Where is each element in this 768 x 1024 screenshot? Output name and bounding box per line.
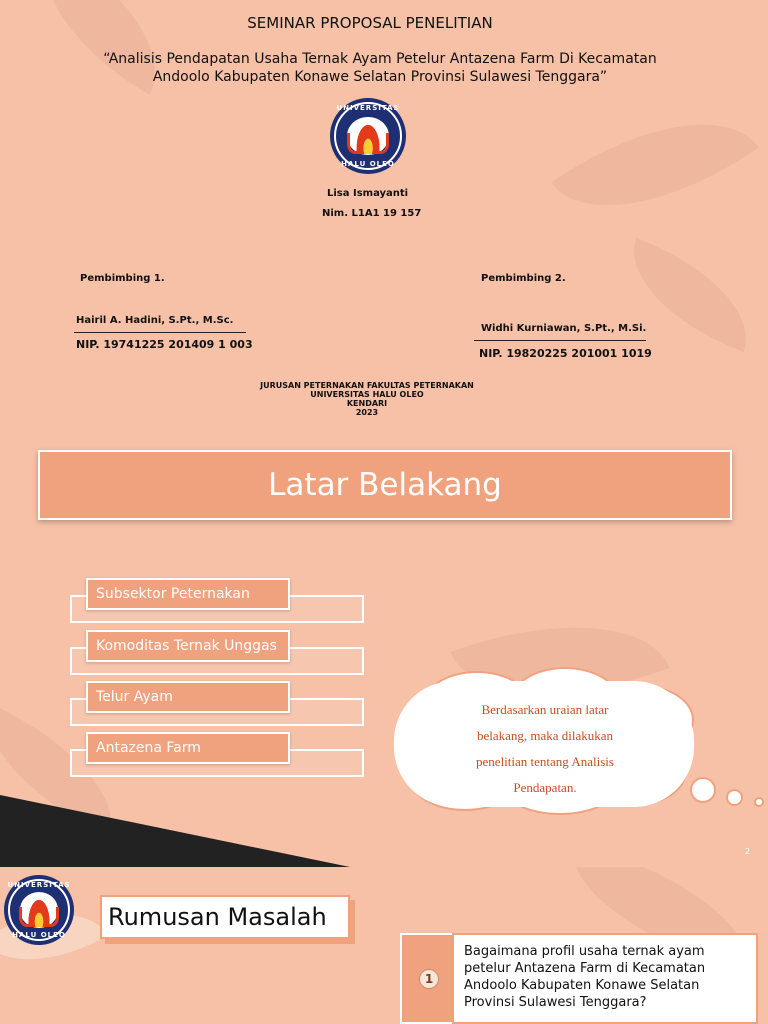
thought-bubble xyxy=(754,797,764,807)
advisor2-nip: NIP. 19820225 201001 1019 xyxy=(479,347,652,360)
list-item xyxy=(86,681,290,713)
footer-line: JURUSAN PETERNAKAN FAKULTAS PETERNAKAN xyxy=(260,381,474,390)
slide-title-box xyxy=(100,895,350,939)
seminar-title: SEMINAR PROPOSAL PENELITIAN xyxy=(247,14,493,32)
university-logo xyxy=(4,875,74,945)
cloud-text-line: Pendapatan. xyxy=(513,780,577,795)
thesis-title xyxy=(90,50,670,86)
page-number: 2 xyxy=(745,847,751,856)
list-item-label: Antazena Farm xyxy=(96,740,201,756)
thesis-title-line: “Analisis Pendapatan Usaha Ternak Ayam Petelur Antazena Farm Di Kecamatan xyxy=(103,51,657,67)
logo-bottom-text: HALU OLEO xyxy=(12,931,66,940)
advisor1-label: Pembimbing 1. xyxy=(80,273,165,284)
footer-line: KENDARI xyxy=(346,399,388,408)
advisor2-signature-line xyxy=(474,340,646,341)
logo-top-text: UNIVERSITAS xyxy=(336,104,400,113)
cloud-text xyxy=(440,697,650,801)
footer-line: 2023 xyxy=(355,408,379,417)
question-text: Bagaimana profil usaha ternak ayam petelur Antazena Farm di Kecamatan Andoolo Kabupaten Konawe Selatan Provinsi Sulawesi Tenggara? xyxy=(464,944,706,1010)
list-item-label: Subsektor Peternakan xyxy=(96,586,250,602)
advisor2-label: Pembimbing 2. xyxy=(481,273,566,284)
title-slide xyxy=(0,0,768,435)
university-logo xyxy=(330,98,406,174)
student-nim: Nim. L1A1 19 157 xyxy=(322,208,422,219)
thesis-title-line: Andoolo Kabupaten Konawe Selatan Provinsi Sulawesi Tenggara” xyxy=(152,69,608,85)
wing-icon xyxy=(19,907,34,927)
list-item xyxy=(86,578,290,610)
logo-top-text: UNIVERSITAS xyxy=(7,880,71,889)
thought-bubble xyxy=(690,777,716,803)
list-item xyxy=(86,630,290,662)
background-slide xyxy=(0,435,768,867)
slide-title: Rumusan Masalah xyxy=(108,903,327,931)
leaf-shadow xyxy=(612,238,767,352)
list-item-label: Komoditas Ternak Unggas xyxy=(96,638,277,654)
thought-bubble xyxy=(726,789,743,806)
advisor2-name: Widhi Kurniawan, S.Pt., M.Si. xyxy=(481,323,647,334)
question-box xyxy=(452,933,758,1024)
wing-icon xyxy=(43,907,58,927)
slide-title-banner xyxy=(38,450,732,520)
advisor1-name: Hairil A. Hadini, S.Pt., M.Sc. xyxy=(76,315,234,326)
advisor1-signature-line xyxy=(74,332,246,333)
institution-footer xyxy=(0,381,734,417)
advisor1-nip: NIP. 19741225 201409 1 003 xyxy=(76,338,253,351)
footer-line: UNIVERSITAS HALU OLEO xyxy=(310,390,424,399)
list-item xyxy=(86,732,290,764)
leaf-shadow xyxy=(551,74,758,257)
slide-title: Latar Belakang xyxy=(268,467,502,503)
student-name: Lisa Ismayanti xyxy=(327,188,409,199)
cloud-text-line: penelitian tentang Analisis xyxy=(476,754,614,769)
question-number-badge: 1 xyxy=(419,969,439,989)
logo-bottom-text: HALU OLEO xyxy=(341,159,395,168)
list-item-label: Telur Ayam xyxy=(96,689,173,705)
problem-slide xyxy=(0,867,768,1024)
cloud-text-line: Berdasarkan uraian latar xyxy=(481,702,609,717)
cloud-text-line: belakang, maka dilakukan xyxy=(476,728,614,743)
corner-decoration xyxy=(0,795,350,867)
